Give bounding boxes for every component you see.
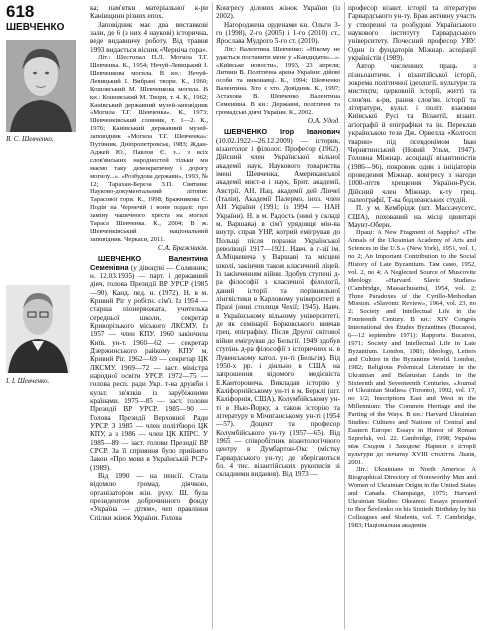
portrait-photo-ihor — [6, 285, 70, 373]
col1-literature: Літ.: Шестопал П.Л. Могила Т.Г. Шевченка. К., 1954; Нечуй-Левицький І. Шевченкова могила. В кн.: Нечуй-Левицький І. Вибрані твори. К., 1960; Кошовський М. Шевченкова могила. В кн.: Кошовський М. Твори, т. 4. К., 1962; Канівський державний музей-заповідник «Могила Т.Г. Шевченка». К., 1973; Шевченківський словник, т. 1—2. К., 1976; Канівський державний музей-заповідник «Могила Т.Г. Шевченка»: Путівник. Дніпропетровськ, 1983; Ждан-Аджей Ю., Павлов Є. з... з всіх слов'янських народностей тільки ми маємо таку демократичну і дорогу могилу...». «Розбудова держави», 1993, № 12; Тарахан-Береза З.П. Святиня: Науково-документальний літопис Тарасової гори. К., 1998; Бражникова С. Подія на Чернечій і вони подалі: про заміну чашечного хреста на могилі Тараса Шевченка. К., 2004; В ж. Шевченківський національний заповідник. Черкаси, 2011. — [90, 54, 208, 243]
running-head: ШЕВЧЕНКО — [6, 22, 65, 33]
column-1 — [90, 4, 208, 627]
col2-para-2: Нагороджена орденами кн. Ольги 3-го (1998), 2-го (2005) і 1-го (2010) ст., Ярослава Мудрого 5-го ст. (2010). — [216, 20, 340, 46]
col3-para-2: Автор численних праць з пізньоантичн. і візантійської історії, зокрема політичної ідеології, культури та мистецтв; церковній історії, житті та слов'ян. к-ри, рання слов'ян. історії та літератури, культ. і політ. взаємин Київської Русі та Візантії, візант. агіографії й епіграфіки та ін. Переклав українською тези Дж. Орвелла «Колгосп тварин» під псевдонімом Іван Чернятинський (Новий Ульм, 1947). Головна Міжнар. асоціації візантиністів (1986—96), покровик один з ініціаторів проведення Міжнар. конгресу з нагоди 1000-ліття хрещення України-Руси. Дійсний член Міжнар. к-ту грец. палеографії, Т-ва бодлеанських студій. — [348, 62, 476, 204]
col3-para-1: професор візант. історії та літератури Гарвардського ун-ту. Брав активну участь у створенні та розбудові Українського наукового інституту Гарвардського університету. Почесний професор УВУ. Один із фундаторів Міжнар. асоціації україністів (1989). — [348, 4, 476, 63]
col1-para-1: ка; пам'ятки матеріальної к-ри Канівщини різних епох. — [90, 4, 208, 21]
col2-signature: О.А. Удод. — [307, 116, 340, 125]
col2-para-1: Конгресу ділових жінок України (із 2002). — [216, 4, 340, 21]
column-2 — [216, 4, 340, 627]
column-divider-2 — [344, 2, 345, 629]
portrait-image-2 — [6, 285, 70, 373]
col2-entry-text: (10.02.1922—26.12.2009) — історик, візантолог і філолог. Професор (1962). Дійсний член Української вільної академії наук, Наукового товариства імені Шевченка, Американської академії мист-в і наук, Брит. академії, Австрії. АН, Нац. академії дей Лінчеї (Італія), Академії Палермо, іноз. член АН України (1991; із 1994 — НАН України). Н. в м. Радость (нині у складі м. Варшава) в сім'ї урядовця мін-ва внутр. справ УНР, котрий емігрував до Польщі після поразки Української революції 1917—1921. Навч. в г-зії ім. А.Міцкевича у Варшаві та місцеві школі, закінчив також класичний ліцей. Із закінченням війни. Здобув ступені д-ра філософії з класичної філології, даний історії та порівняльної лінгвістики в Карловому університеті в Празі (нині столиця Чехії; 1945). Навч. в Українському вільному університеті, де як семінарії Борковського вивчав грец. епіграфіку. Після Другої світової війни емігрував до Бельгії. 1949 здобув ступінь д-ра філософії з історичних н. в Лувенському катол. ун-ті (Бельгія). Від 1950-х рр. і діяльно в США на запрошення відомого медієвіста Е.Канторовича. Викладав історію у Каліфорнійському ун-ті в м. Берклі (шт. Каліфорнія, США), Колумбійському ун-ті в Нью-Йорку, а також історію та літературу в Мічиганському ун-ті (1954—57). Доцент та професор Колумбійського ун-ту (1957—65). Від 1965 — співробітник візантологічного центру в Думбартон-Окс (містку Гарвардського ун-ту; де зберігаються бл. 4 тис. візантійських рукописів зі складними видання). Від 1973 — — [216, 136, 340, 479]
col1-entry — [90, 255, 208, 472]
col3-literature: Літ.: Ukrainians in North America: A Biographical Directory of Noteworthy Men and Women of Ukrainian Origin in the United States and Canada. Champaign, 1975; Harvard Ukrainian Studies: Okeanos: Essays presented to Ihor Ševčenko on his Sixtieth Birthday by his Colleagues and Students, vol. 7. Cambridge, 1983; Національна академія — [348, 466, 476, 529]
entry-heading-valentyna: ШЕВЧЕНКО Валентина Семенівна — [90, 254, 208, 272]
col2-entry — [216, 128, 340, 478]
col3-works: Праці: A New Fragment of Sappho? «The Annals of the Ukrainian Academy of Arts and Sciences in the U.S.» (New York), 1951, vol. 1, no 2; An Important Contribution to the Social History of Late Byzantium. Там само, 1952, vol. 2, no 4; A Neglected Source of Muscovite Ideology. «Harvard Slavic Studies» (Cambridge, Massachusetts), 1954, vol. 2; Three Paradoxes of the Cyrillo-Methodian Mission. «Slavonic Review», 1964, vol. 23, no 2; Society and Intellectual Life in the Fourteenth Century. В кн.: XIV Congrès International des Études Byzantines (Bucarest, 6—12 septembre 1971): Rapports. Bucarest, 1971; Society and Intellectual Life in Late Byzantium. London, 1981; Ideology, Letters and Culture in the Byzantine World. London, 1982; Religious Polemical Literature in the Ukrainian and Belarusian Lands in the Sixteenth and Seventeenth Centuries. «Journal of Ukrainian Studies» (Toronto), 1992, vol. 17, no 1/2; Inscriptions East and West in the Millennium: The Common Heritage and the Parting of the Ways. B кн.: Harvard Ukrainian Studies: Cultures and Nations of Central and Eastern Europe: Essays in Honor of Roman Szporluk, vol. 22. Cambridge, 1998; Україна між Сходом і Заходом: Нариси з історії культури до початку XVIII століття. Львів, 2001. — [348, 229, 476, 466]
column-divider-1 — [212, 2, 213, 629]
portrait-image-1 — [6, 40, 76, 132]
column-3 — [348, 4, 476, 627]
col1-entry-text: (у дівоцтві — Солянник; н. 12.03.1935) — парт. і державний діяч, голова Президії ВР УРСР (1985—90). Канд. пед. н. (1972). Н. в м. Кривий Ріг у робітн. сім'ї. Із 1954 — старша піонервожата, учителька середньої школи, секретар Криворізького міського ЛКСМУ. Із 1957 — член КПУ. 1960 закінчила Київ. ун-т. 1960—62 — секретар Дзержинського райкому КПУ м. Кривий Ріг. 1962—69 — секретар ЦК ЛКСМУ. 1969—72 — заст. міністра народної освіти УРСР. 1972—75 — голова респ. ради Укр. т-ва дружби і культ. зв'язків із зарубіжними країнами. 1975—85 — заст. голови Президії ВР УРСР. 1985—90 — Голова Президії Верховної Ради УРСР. З 1985 — член політбюро ЦК КПУ, а з 1986 — член ЦК КПРС. У 1985—89 — заст. голови Президії ВР СРСР. За її сприяння було прийнято Закон «Про мови в Українській РСР» (1989). — [90, 263, 208, 472]
page-number: 618 — [6, 2, 35, 21]
col1-para-2: Заповідник має два виставкові зали, де 6 (з них 4 наукові) історична, веде видавничу роботу. Від травня 1993 видається вісник «Черніча гора». — [90, 20, 208, 54]
entry-heading-ihor: ШЕВЧЕНКО Ігор Іванович — [224, 127, 340, 137]
col3-para-3: П. у м. Кембрідж (шт. Массачусетс, США), похований на місці цвинтарі Маунт-Оберн. — [348, 204, 476, 229]
photo-caption-1: В. С. Шевченко. — [6, 135, 54, 143]
photo-caption-2: І. І. Шевченко. — [6, 377, 50, 385]
col1-entry-para-2: Від 1990 — на пенсії. Стала відомою громад. діячкою, організатором жін. руху. Ш. була президентом доброчинного фонду «Україна — дітям», чеп правління Спілки жінок України. Голова — [90, 472, 208, 522]
col2-literature: Літ.: Валентина Шевченко: «Нікому не удається поставити мене у «Кандидати»...». «Київське новости», 1993, 23 апреля; Литвин В. Політична арена України: дійові особи та виконавці. К., 1994; Шевченко Валентина. Хто є хто. Довідник. К., 1997; Астахова В. Шевченко Валентина Семенівна. В кн.: Державні, політичні та громадські діячі України. К., 2002. — [216, 45, 340, 116]
portrait-photo-valentyna — [6, 40, 76, 132]
col1-signature: С.А. Бражників. — [157, 243, 208, 252]
